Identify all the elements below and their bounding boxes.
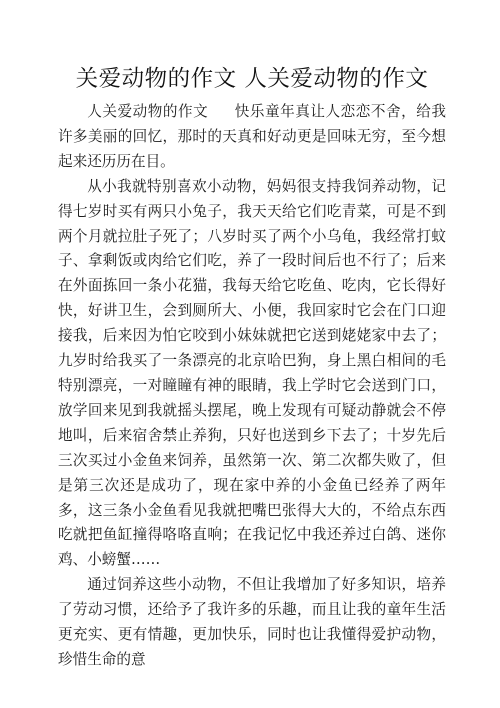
- paragraph-pets: 从小我就特别喜欢小动物，妈妈很支持我饲养动物，记得七岁时买有两只小兔子，我天天给它们吃青菜，可是不到两个月就拉肚子死了；八岁时买了两个小乌龟，我经常打蚊子、拿剩饭或肉给它们吃，养了一段时间后也不行了；后来在外面拣回一条小花猫，我每天给它吃鱼、吃肉，它长得好快，好讲卫生，会到厕所大、小便，我回家时它会在门口迎接我，后来因为怕它咬到小妹妹就把它送到姥姥家中去了；九岁时给我买了一条漂亮的北京哈巴狗，身上黑白相间的毛特别漂亮，一对瞳瞳有神的眼睛，我上学时它会送到门口，放学回来见到我就摇头摆尾，晚上发现有可疑动静就会不停地叫，后来宿舍禁止养狗，只好也送到乡下去了；十岁先后三次买过小金鱼来饲养，虽然第一次、第二次都失败了，但是第三次还是成功了，现在家中养的小金鱼已经养了两年多，这三条小金鱼看见我就把嘴巴张得大大的，不给点东西吃就把鱼缸撞得咯咯直响；在我记忆中我还养过白鸽、迷你鸡、小螃蟹……: [58, 177, 446, 569]
- paragraph-conclusion: 通过饲养这些小动物，不但让我增加了好多知识，培养了劳动习惯，还给予了我许多的乐趣，而且让我的童年生活更充实、更有情趣，更加快乐，同时也让我懂得爱护动物，珍惜生命的意: [58, 576, 446, 668]
- paragraph-lead: 人关爱动物的作文: [87, 103, 209, 120]
- paragraph-intro: [58, 100, 446, 175]
- document-title: 关爱动物的作文 人关爱动物的作文: [75, 66, 429, 92]
- paragraph-intro-text: 快乐童年真让人恋恋不舍，给我许多美丽的回忆，那时的天真和好动更是回味无穷，至今想起来还历历在目。: [58, 103, 446, 170]
